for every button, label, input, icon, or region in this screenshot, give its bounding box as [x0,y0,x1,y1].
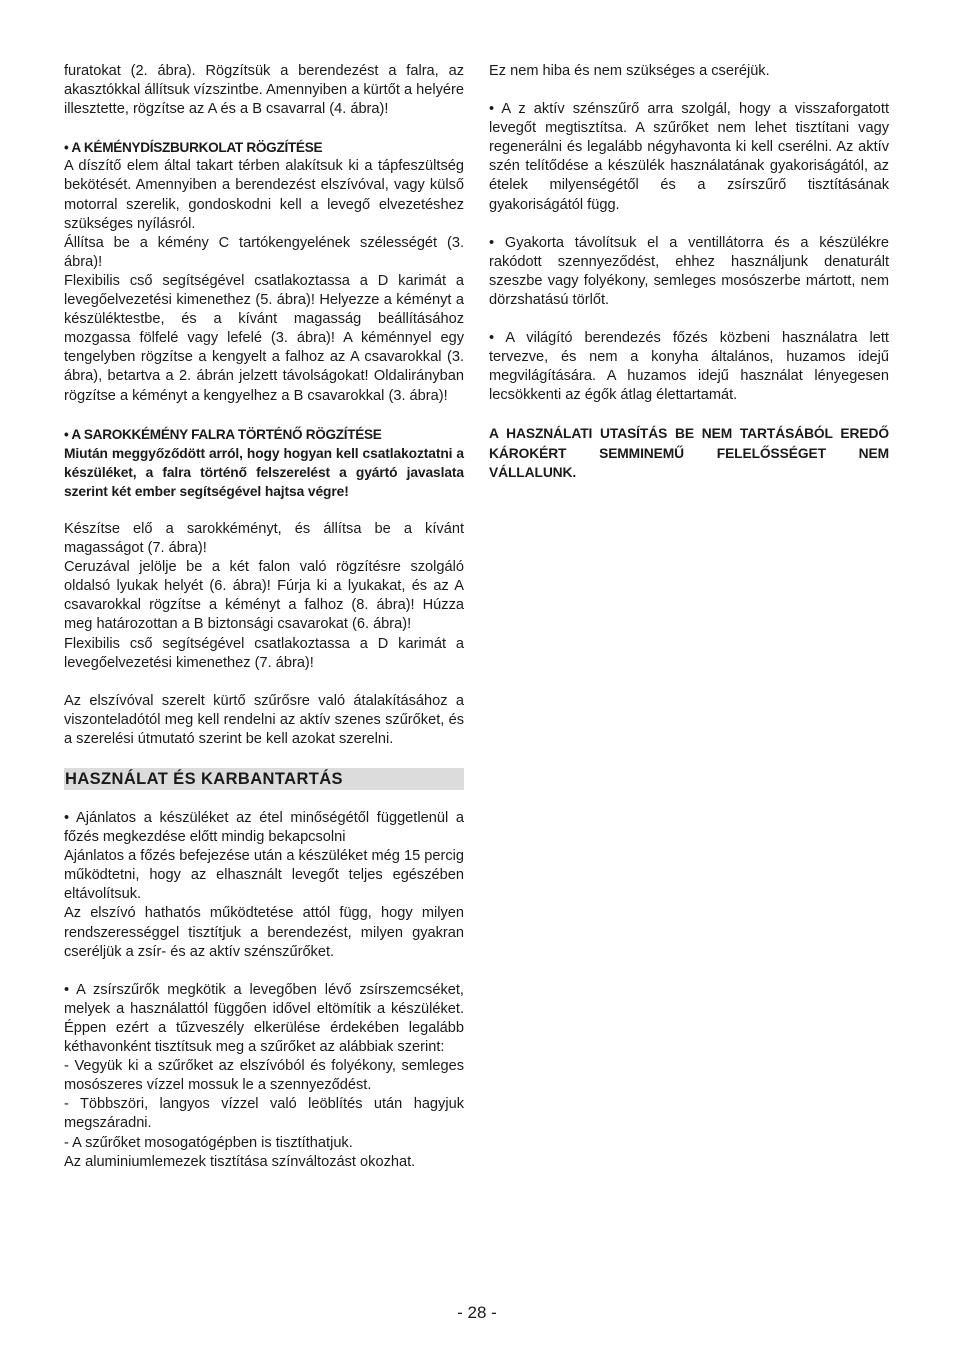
paragraph: Állítsa be a kémény C tartókengyelének szélességét (3. ábra)! [64,234,464,270]
paragraph: Az elszívó hathatós működtetése attól függ, hogy milyen rendszerességgel tisztítjuk a berendezést, milyen gyakran cseréljük a zsír- és az aktív szénszűrőket. [64,905,464,960]
right-column [489,62,889,482]
paragraph: Ceruzával jelölje be a két falon való rögzítésre szolgáló oldalsó lyukak helyét (6. ábra)! Fúrja ki a lyukakat, és az A csavarokkal rögzítse a kéményt a falhoz (8. ábra)! Húzza meg határozottan a B biztonsági csavarokat (6. ábra)! [64,559,464,633]
paragraph: A díszítő elem által takart térben alakítsuk ki a tápfeszültség bekötését. Amennyiben a berendezést elszívóval, vagy külső motorral szerelik, gondoskodni kell a levegő elvezetéshez szükséges nyílásról. [64,158,464,232]
paragraph: Flexibilis cső segítségével csatlakoztassa a D karimát a levegőelvezetési kimenethez (5. ábra)! Helyezze a kéményt a készüléktestbe, és a kívánt magasság beállításához mozgassa fölfelé vagy lefelé (3. ábra)! A kéménnyel egy tengelyben rögzítse a kengyelt a falhoz az A csavarokkal (3. ábra), betartva a 2. ábrán jelzett távolságokat! Oldalirányban rögzítse a kéményt a kengyelhez a B csavarokkal (3. ábra)! [64,272,464,404]
paragraph: furatokat (2. ábra). Rögzítsük a berendezést a falra, az akasztókkal állítsuk vízszintbe. Amennyiben a kürtőt a helyére illesztette, rögzítse az A és a B csavarral (4. ábra)! [64,63,464,118]
subheading-corner-chimney: • A SAROKKÉMÉNY FALRA TÖRTÉNŐ RÖGZÍTÉSE [64,426,382,442]
paragraph: Készítse elő a sarokkéményt, és állítsa be a kívánt magasságot (7. ábra)! [64,520,464,557]
paragraph: Az elszívóval szerelt kürtő szűrősre való átalakításához a viszonteladótól meg kell rendelni az aktív szenes szűrőket, és a szerelési útmutató szerint be kell azokat szerelni. [64,692,464,747]
page-number: - 28 - [457,1303,497,1322]
list-item: - Többszöri, langyos vízzel való leöblítés után hagyjuk megszáradni. [64,1096,464,1132]
paragraph: Ez nem hiba és nem szükséges a cseréjük. [489,63,770,79]
paragraph: Ajánlatos a főzés befejezése után a készüléket még 15 percig működtetni, hogy az elhasznált levegőt teljes egészében eltávolítsuk. [64,848,464,903]
list-item: - A szűrőket mosogatógépben is tisztíthatjuk. [64,1134,353,1151]
paragraph: • A zsírszűrők megkötik a levegőben lévő zsírszemcséket, melyek a használattól függően idővel eltömítik a készüléket. Éppen ezért a tűzveszély elkerülése érdekében legalább kéthavonként tisztítsuk meg a szűrőket az alábbiak szerint: [64,981,464,1056]
paragraph: • Gyakorta távolítsuk el a ventillátorra és a készülékre rakódott szennyeződést, ehhez használjunk denaturált szeszbe vagy folyékony, semleges mosószerbe mártott, nem dörzshatású törlőt. [489,234,889,308]
subheading-chimney-cover: • A KÉMÉNYDÍSZBURKOLAT RÖGZÍTÉSE [64,140,323,156]
left-column [64,62,464,1172]
bold-warning-paragraph: Miután meggyőződött arról, hogy hogyan kell csatlakoztatni a készüléket, a falra történő felszerelést a gyártó javaslata szerint két ember segítségével hajtsa végre! [64,445,464,499]
section-heading-use-maintenance: HASZNÁLAT ÉS KARBANTARTÁS [64,768,464,790]
list-item: - Vegyük ki a szűrőket az elszívóból és folyékony, semleges mosószeres vízzel mossuk le a szennyeződést. [64,1058,464,1094]
paragraph: • A világító berendezés főzés közbeni használatra lett tervezve, és nem a konyha általános, huzamos idejű megvilágítására. A huzamos idejű használat lényegesen lecsökkenti az égők átlag élettartamát. [489,330,889,404]
paragraph: Flexibilis cső segítségével csatlakoztassa a D karimát a levegőelvezetési kimenethez (7. ábra)! [64,635,464,671]
paragraph: Az aluminiumlemezek tisztítása színváltozást okozhat. [64,1153,416,1170]
paragraph: • A z aktív szénszűrő arra szolgál, hogy a visszaforgatott levegőt megtisztítsa. A szűrőket nem lehet tisztítani vagy regenerálni és legalább négyhavonta ki kell cserélni. Az aktív szén telítődése a készülék használatának gyakoriságától, az ételek milyenségétől és a zsírszűrő tisztításának gyakoriságától függ. [489,101,889,213]
paragraph: • Ajánlatos a készüléket az étel minőségétől függetlenül a főzés megkezdése előtt mindig bekapcsolni [64,810,464,846]
liability-disclaimer: A HASZNÁLATI UTASÍTÁS BE NEM TARTÁSÁBÓL EREDŐ KÁROKÉRT SEMMINEMŰ FELELŐSSÉGET NEM VÁLLALUNK. [489,426,889,480]
